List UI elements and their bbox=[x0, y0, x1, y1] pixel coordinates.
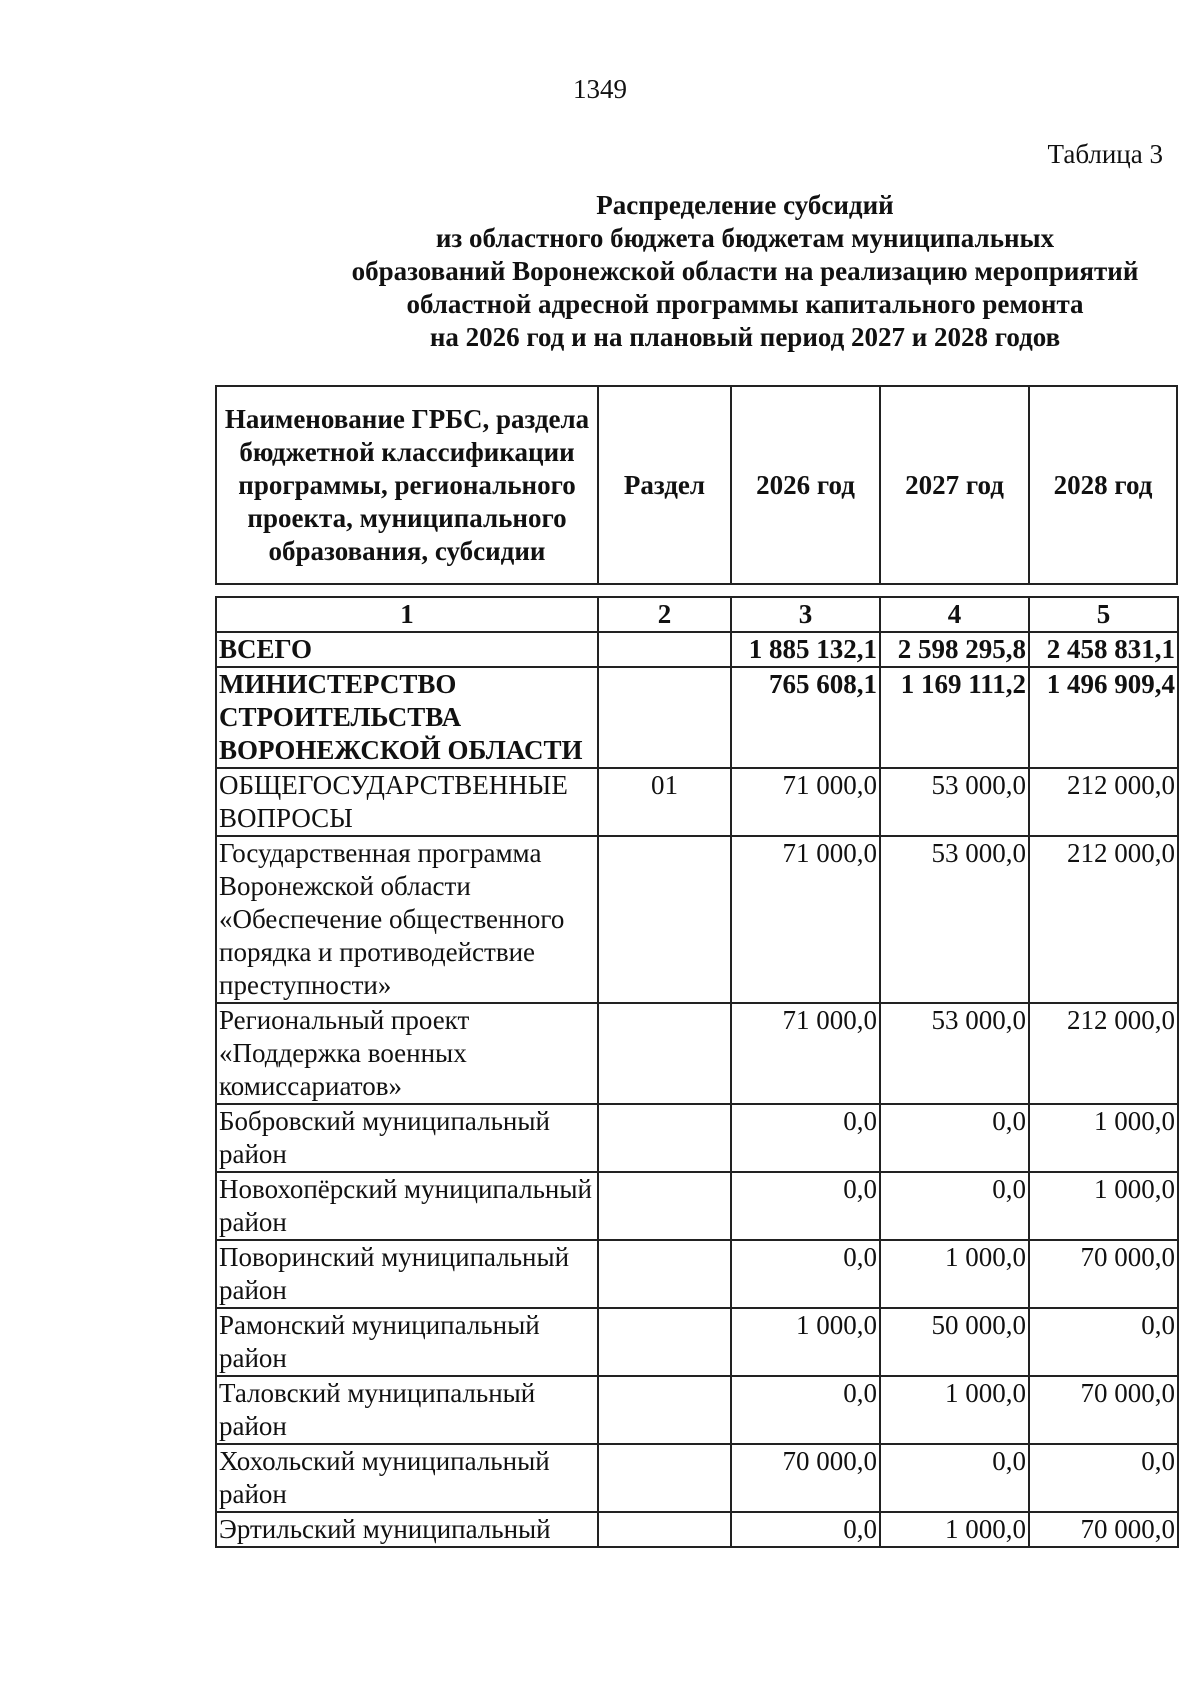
row-value-2028: 1 496 909,4 bbox=[1029, 667, 1178, 768]
row-value-2027: 0,0 bbox=[880, 1172, 1029, 1240]
row-value-2027: 1 000,0 bbox=[880, 1376, 1029, 1444]
table-row bbox=[216, 1104, 1178, 1172]
header-name: Наименование ГРБС, раздела бюджетной классификации программы, регионального проекта, муниципального образования, субсидии bbox=[216, 386, 598, 584]
row-name: ВСЕГО bbox=[216, 632, 598, 667]
table-body bbox=[216, 597, 1178, 1547]
row-section bbox=[598, 1512, 731, 1547]
row-section bbox=[598, 1240, 731, 1308]
row-value-2026: 0,0 bbox=[731, 1512, 880, 1547]
row-value-2027: 0,0 bbox=[880, 1444, 1029, 1512]
row-section bbox=[598, 836, 731, 1003]
row-name: Таловский муниципальный район bbox=[216, 1376, 598, 1444]
table-label: Таблица 3 bbox=[1047, 139, 1163, 169]
row-value-2026: 0,0 bbox=[731, 1104, 880, 1172]
row-value-2027: 53 000,0 bbox=[880, 768, 1029, 836]
row-section bbox=[598, 1104, 731, 1172]
row-value-2027: 53 000,0 bbox=[880, 836, 1029, 1003]
row-value-2026: 70 000,0 bbox=[731, 1444, 880, 1512]
row-name: Эртильский муниципальный bbox=[216, 1512, 598, 1547]
table-row bbox=[216, 667, 1178, 768]
header-2027: 2027 год bbox=[880, 386, 1029, 584]
budget-table bbox=[215, 596, 1179, 1548]
column-number: 3 bbox=[731, 597, 880, 632]
row-section bbox=[598, 1376, 731, 1444]
row-section bbox=[598, 632, 731, 667]
table-row bbox=[216, 836, 1178, 1003]
header-2028: 2028 год bbox=[1029, 386, 1177, 584]
row-value-2026: 765 608,1 bbox=[731, 667, 880, 768]
row-value-2028: 1 000,0 bbox=[1029, 1104, 1178, 1172]
row-value-2028: 0,0 bbox=[1029, 1308, 1178, 1376]
header-2026: 2026 год bbox=[731, 386, 880, 584]
row-value-2027: 1 169 111,2 bbox=[880, 667, 1029, 768]
table-row bbox=[216, 1444, 1178, 1512]
title-line: областной адресной программы капитального ремонта bbox=[406, 289, 1084, 319]
table-title bbox=[270, 189, 1200, 354]
row-value-2028: 1 000,0 bbox=[1029, 1172, 1178, 1240]
table-row bbox=[216, 1240, 1178, 1308]
header-section: Раздел bbox=[598, 386, 731, 584]
row-value-2027: 1 000,0 bbox=[880, 1512, 1029, 1547]
row-section bbox=[598, 1308, 731, 1376]
table-row bbox=[216, 1003, 1178, 1104]
column-number: 1 bbox=[216, 597, 598, 632]
row-value-2028: 212 000,0 bbox=[1029, 836, 1178, 1003]
table-row bbox=[216, 1376, 1178, 1444]
row-value-2027: 1 000,0 bbox=[880, 1240, 1029, 1308]
title-line: Распределение субсидий bbox=[596, 190, 894, 220]
row-value-2026: 0,0 bbox=[731, 1240, 880, 1308]
row-value-2028: 70 000,0 bbox=[1029, 1512, 1178, 1547]
column-number: 5 bbox=[1029, 597, 1178, 632]
row-value-2027: 2 598 295,8 bbox=[880, 632, 1029, 667]
table-row bbox=[216, 768, 1178, 836]
page-number: 1349 bbox=[573, 74, 627, 104]
row-value-2028: 0,0 bbox=[1029, 1444, 1178, 1512]
title-line: из областного бюджета бюджетам муниципальных bbox=[435, 223, 1055, 253]
row-name: Рамонский муниципальный район bbox=[216, 1308, 598, 1376]
row-name: ОБЩЕГОСУДАРСТВЕННЫЕ ВОПРОСЫ bbox=[216, 768, 598, 836]
row-name: Бобровский муниципальный район bbox=[216, 1104, 598, 1172]
row-section: 01 bbox=[598, 768, 731, 836]
title-line: на 2026 год и на плановый период 2027 и 2028 годов bbox=[429, 322, 1061, 352]
column-number: 2 bbox=[598, 597, 731, 632]
row-section bbox=[598, 1172, 731, 1240]
row-value-2027: 0,0 bbox=[880, 1104, 1029, 1172]
title-line: образований Воронежской области на реализацию мероприятий bbox=[351, 256, 1139, 286]
row-value-2026: 1 885 132,1 bbox=[731, 632, 880, 667]
row-value-2026: 0,0 bbox=[731, 1172, 880, 1240]
row-name: Поворинский муниципальный район bbox=[216, 1240, 598, 1308]
row-section bbox=[598, 1003, 731, 1104]
row-value-2028: 70 000,0 bbox=[1029, 1376, 1178, 1444]
column-number: 4 bbox=[880, 597, 1029, 632]
row-section bbox=[598, 1444, 731, 1512]
table-row bbox=[216, 1172, 1178, 1240]
header-table bbox=[215, 385, 1178, 585]
row-value-2026: 0,0 bbox=[731, 1376, 880, 1444]
row-value-2027: 50 000,0 bbox=[880, 1308, 1029, 1376]
row-name: Новохопёрский муниципальный район bbox=[216, 1172, 598, 1240]
row-name: МИНИСТЕРСТВО СТРОИТЕЛЬСТВА ВОРОНЕЖСКОЙ ОБЛАСТИ bbox=[216, 667, 598, 768]
row-name: Государственная программа Воронежской области «Обеспечение общественного порядка и противодействие преступности» bbox=[216, 836, 598, 1003]
row-value-2027: 53 000,0 bbox=[880, 1003, 1029, 1104]
table-row bbox=[216, 1308, 1178, 1376]
table-row bbox=[216, 632, 1178, 667]
row-value-2026: 71 000,0 bbox=[731, 768, 880, 836]
column-number-row bbox=[216, 597, 1178, 632]
row-name: Хохольский муниципальный район bbox=[216, 1444, 598, 1512]
row-value-2028: 70 000,0 bbox=[1029, 1240, 1178, 1308]
row-value-2028: 212 000,0 bbox=[1029, 1003, 1178, 1104]
table-row bbox=[216, 1512, 1178, 1547]
row-name: Региональный проект «Поддержка военных комиссариатов» bbox=[216, 1003, 598, 1104]
row-value-2026: 71 000,0 bbox=[731, 1003, 880, 1104]
row-value-2028: 212 000,0 bbox=[1029, 768, 1178, 836]
row-value-2026: 71 000,0 bbox=[731, 836, 880, 1003]
row-value-2026: 1 000,0 bbox=[731, 1308, 880, 1376]
row-section bbox=[598, 667, 731, 768]
row-value-2028: 2 458 831,1 bbox=[1029, 632, 1178, 667]
